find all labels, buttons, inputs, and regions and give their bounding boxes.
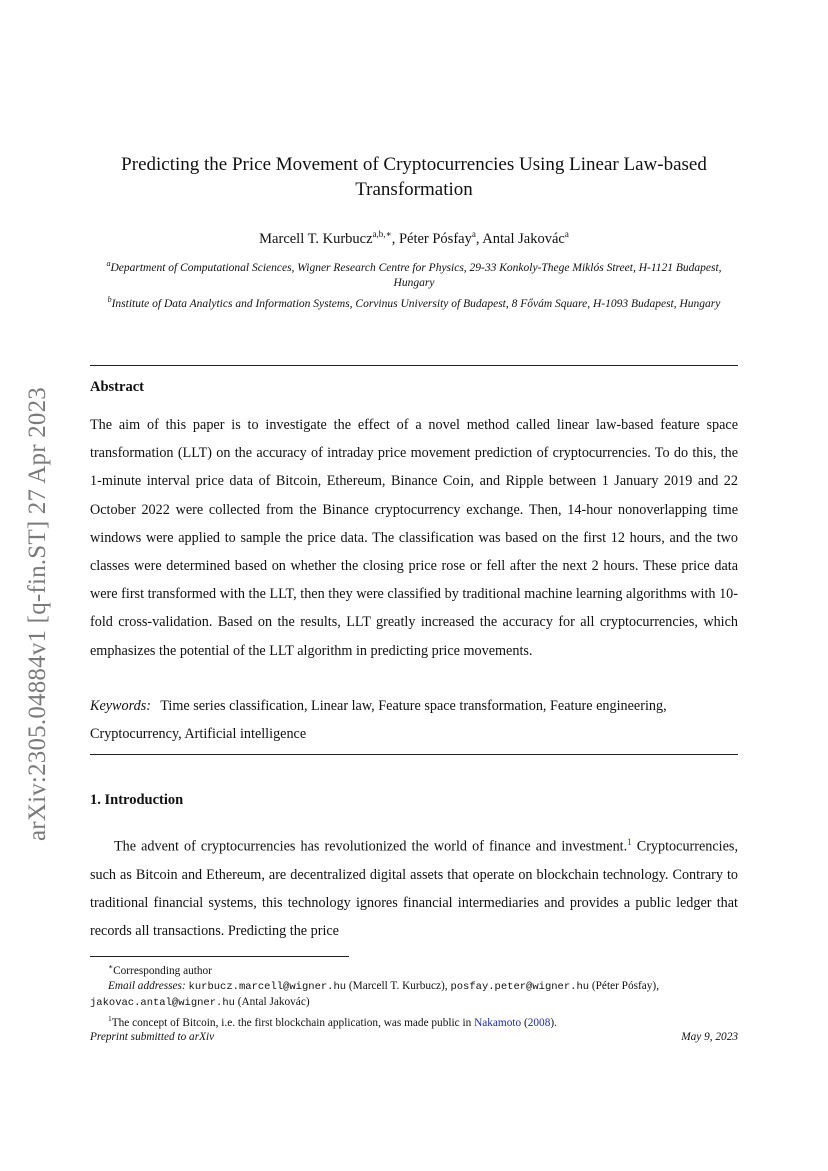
author: Antal Jakovác$^a$ xyxy=(482,229,569,247)
footer-date: May 9, 2023 xyxy=(681,1031,738,1043)
paper-title: Predicting the Price Movement of Cryptocurrencies Using Linear Law-based Transformation xyxy=(121,154,707,200)
author-affil-marks: a xyxy=(564,229,569,239)
author-affil-marks: a,b,∗ xyxy=(372,229,392,239)
keywords-label: Keywords: xyxy=(90,698,151,714)
abstract-heading: Abstract xyxy=(90,379,144,395)
affiliation: $^a$Department of Computational Sciences, Wigner Research Centre for Physics, 29-33 Konkoly-Thege Miklós Street, H-1121 Budapest, Hungary xyxy=(106,259,722,290)
abstract-text: The aim of this paper is to investigate the effect of a novel method called linear law-based feature space transformation (LLT) on the accuracy of intraday price movement prediction of cryptocurrencies. To do this, the 1-minute interval price data of Bitcoin, Ethereum, Binance Coin, and Ripple between 1 January 2019 and 22 October 2022 were collected from the Binance cryptocurrency exchange. Then, 14-hour nonoverlapping time windows were applied to sample the price data. The classification was based on the first 12 hours, and the two classes were determined based on whether the closing price rose or fell after the next 2 hours. These price data were first transformed with the LLT, then they were classified by traditional machine learning algorithms with 10-fold cross-validation. Based on the results, LLT greatly increased the accuracy for all cryptocurrencies, which emphasizes the potential of the LLT algorithm in predicting price movements. xyxy=(90,417,738,659)
footnote-emails: Email addresses: kurbucz.marcell@wigner.hu (Marcell T. Kurbucz), posfay.peter@wigner.hu (Péter Pósfay), jakovac.antal@wigner.hu (Antal Jakovác) xyxy=(90,979,660,1010)
abstract-bottom-rule xyxy=(90,754,738,755)
footnote-1: $^1$The concept of Bitcoin, i.e. the first blockchain application, was made public in Nakamoto (2008). xyxy=(108,1014,557,1030)
footnote-rule xyxy=(90,956,349,957)
footnotes xyxy=(90,959,738,1031)
author-list xyxy=(90,225,738,248)
keywords xyxy=(90,692,738,748)
citation-link[interactable]: Nakamoto xyxy=(474,1017,522,1030)
footnote-ref-link[interactable]: 1 xyxy=(627,837,632,847)
affiliation: $^b$Institute of Data Analytics and Information Systems, Corvinus University of Budapest, 8 Fővám Square, H-1093 Budapest, Hungary xyxy=(107,294,721,310)
abstract-top-rule xyxy=(90,365,738,366)
author: Marcell T. Kurbucz$^{a,b,∗}$, xyxy=(259,229,399,247)
footer-left: Preprint submitted to arXiv xyxy=(90,1031,215,1043)
footnote-corresponding: ∗Corresponding author xyxy=(108,962,212,977)
affiliations xyxy=(90,256,738,312)
citation-year-link[interactable]: 2008 xyxy=(527,1017,551,1030)
author: Péter Pósfay$^a$, xyxy=(398,229,483,247)
author-affil-marks: a xyxy=(471,229,476,239)
keywords-text: Time series classification, Linear law, Feature space transformation, Feature engineering, Cryptocurrency, Artificial intelligence xyxy=(90,698,667,743)
section-heading: 1. Introduction xyxy=(90,792,184,808)
email-link[interactable]: kurbucz.marcell@wigner.hu xyxy=(188,980,347,993)
introduction-paragraph: The advent of cryptocurrencies has revolutionized the world of finance and investment.$^1$ Cryptocurrencies, such as Bitcoin and Ethereum, are decentralized digital assets that operate on blockchain technology. Contrary to traditional financial systems, this technology ignores financial intermediaries and provides a public ledger that records all transactions. Predicting the price xyxy=(90,837,738,940)
page-footer xyxy=(90,1031,738,1043)
email-link[interactable]: posfay.peter@wigner.hu xyxy=(450,980,590,993)
email-link[interactable]: jakovac.antal@wigner.hu xyxy=(90,997,235,1010)
arxiv-identifier[interactable]: arXiv:2305.04884v1 [q-fin.ST] 27 Apr 2023 xyxy=(24,387,51,841)
